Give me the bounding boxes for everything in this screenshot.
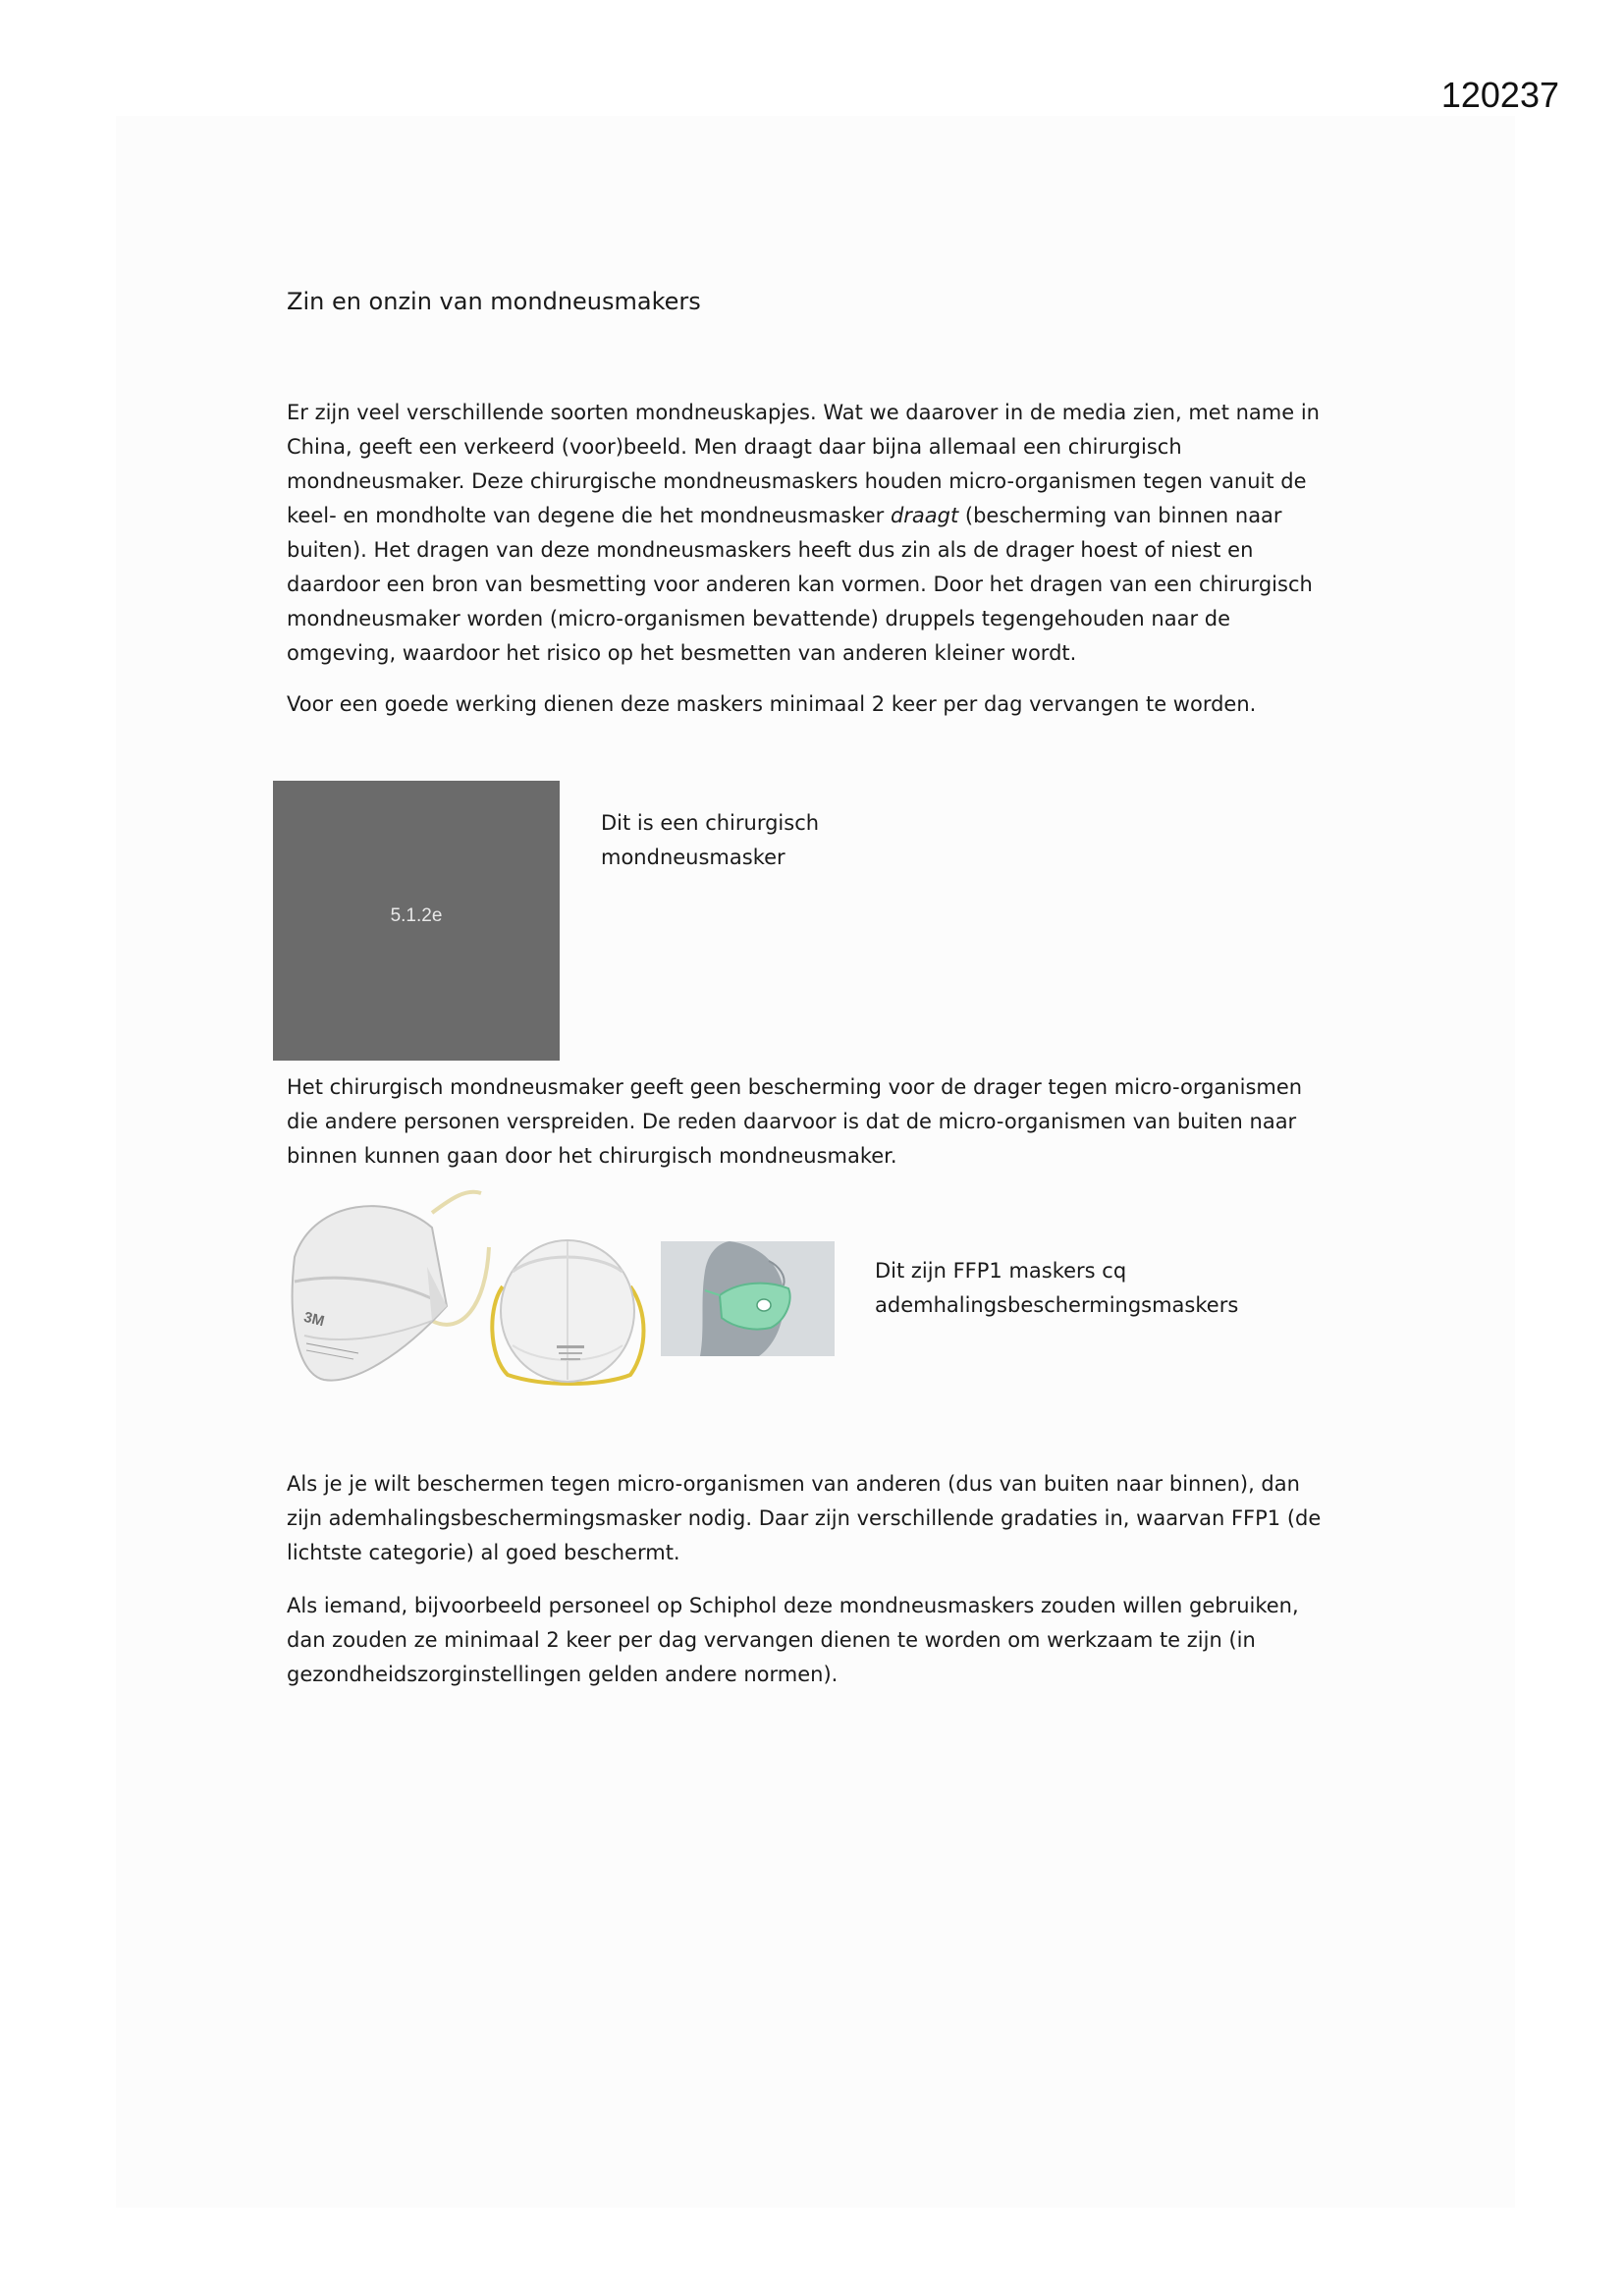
paragraph-line	[287, 499, 1357, 533]
paragraph-protection-advice	[287, 1467, 1357, 1570]
line-text: keel- en mondholte van degene die het mondneusmasker	[287, 504, 891, 527]
paragraph-line: Er zijn veel verschillende soorten mondneuskapjes. Wat we daarover in de media zien, met name in	[287, 401, 1320, 424]
paragraph-line: dan zouden ze minimaal 2 keer per dag vervangen dienen te worden om werkzaam te zijn (in	[287, 1628, 1256, 1652]
cup-ffp1-mask-photo	[483, 1218, 653, 1388]
caption-line: ademhalingsbeschermingsmaskers	[875, 1293, 1239, 1317]
paragraph-schiphol	[287, 1589, 1357, 1692]
paragraph-line: Als iemand, bijvoorbeeld personeel op Schiphol deze mondneusmaskers zouden willen gebruiken,	[287, 1594, 1299, 1617]
paragraph-line: mondneusmaker. Deze chirurgische mondneusmaskers houden micro-organismen tegen vanuit de	[287, 469, 1307, 493]
paragraph-replacement	[287, 687, 1357, 722]
caption-surgical-mask	[601, 806, 819, 875]
document-title: Zin en onzin van mondneusmakers	[287, 288, 701, 315]
redacted-image	[273, 781, 560, 1061]
caption-ffp1-masks	[875, 1254, 1238, 1323]
caption-line: Dit is een chirurgisch	[601, 811, 820, 835]
paragraph-line: Als je je wilt beschermen tegen micro-organismen van anderen (dus van buiten naar binnen), dan	[287, 1472, 1300, 1496]
folded-ffp1-mask-photo	[285, 1188, 491, 1390]
paragraph-line: die andere personen verspreiden. De reden daarvoor is dat de micro-organismen van buiten naar	[287, 1110, 1297, 1133]
paragraph-line: daardoor een bron van besmetting voor anderen kan vormen. Door het dragen van een chirurgisch	[287, 573, 1313, 596]
paragraph-line: omgeving, waardoor het risico op het besmetten van anderen kleiner wordt.	[287, 641, 1077, 665]
paragraph-line: China, geeft een verkeerd (voor)beeld. Men draagt daar bijna allemaal een chirurgisch	[287, 435, 1182, 459]
svg-text:3M: 3M	[301, 1308, 326, 1331]
line-text: (bescherming van binnen naar	[958, 504, 1282, 527]
paragraph-line: zijn ademhalingsbeschermingsmasker nodig. Daar zijn verschillende gradaties in, waarvan FFP1 (de	[287, 1506, 1322, 1530]
mannequin-green-mask-photo	[661, 1241, 835, 1356]
paragraph-line: Het chirurgisch mondneusmaker geeft geen bescherming voor de drager tegen micro-organismen	[287, 1075, 1303, 1099]
paragraph-line: gezondheidszorginstellingen gelden andere normen).	[287, 1663, 839, 1686]
paragraph-line: lichtste categorie) al goed beschermt.	[287, 1541, 680, 1564]
redaction-label: 5.1.2e	[390, 905, 443, 926]
paragraph-line: buiten). Het dragen van deze mondneusmaskers heeft dus zin als de drager hoest of niest en	[287, 538, 1254, 562]
paragraph-surgical-masks	[287, 396, 1357, 671]
paragraph-line: Voor een goede werking dienen deze maskers minimaal 2 keer per dag vervangen te worden.	[287, 692, 1257, 716]
paragraph-line: mondneusmaker worden (micro-organismen bevattende) druppels tegengehouden naar de	[287, 607, 1231, 630]
paragraph-line: binnen kunnen gaan door het chirurgisch mondneusmaker.	[287, 1144, 897, 1168]
italic-word: draagt	[890, 504, 959, 527]
paragraph-no-protection	[287, 1070, 1357, 1174]
document-number: 120237	[1440, 75, 1559, 115]
caption-line: mondneusmasker	[601, 846, 785, 869]
caption-line: Dit zijn FFP1 maskers cq	[875, 1259, 1127, 1283]
